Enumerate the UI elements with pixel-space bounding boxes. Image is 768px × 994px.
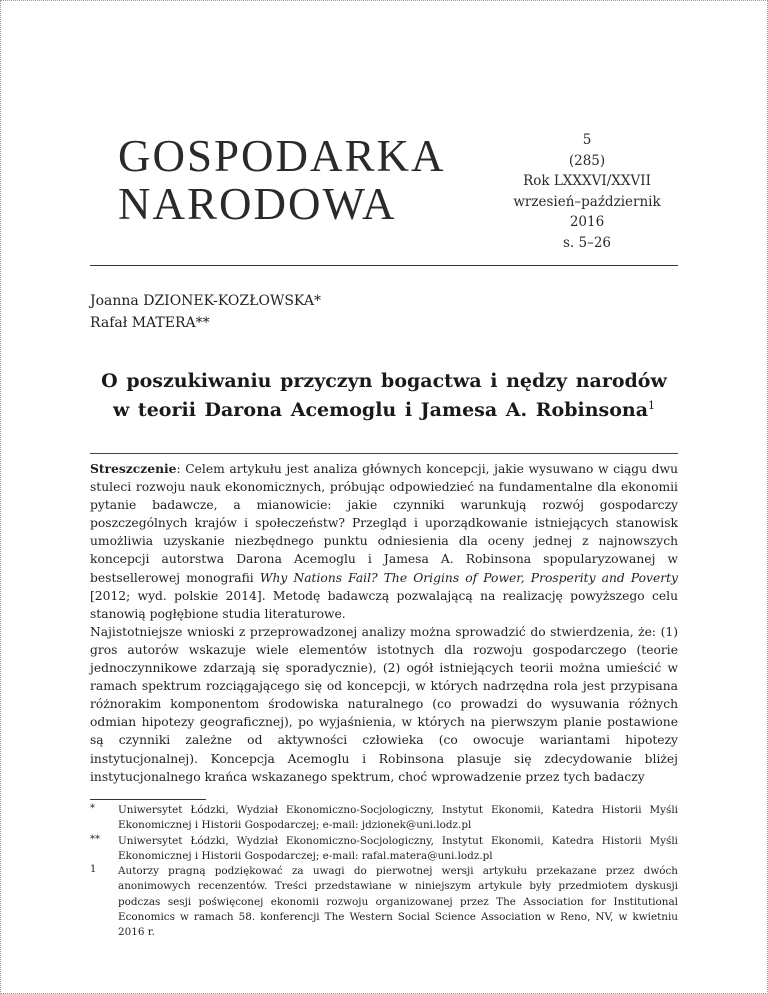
footnote-mark: ** (90, 833, 100, 845)
article-title-line-2-text: w teorii Darona Acemoglu i Jamesa A. Robinsona (112, 398, 649, 421)
author-mark: ** (195, 315, 210, 331)
abstract-divider (90, 453, 678, 454)
author-mark: * (313, 293, 321, 309)
article-title-line-2 (90, 394, 678, 423)
footnote-mark: * (90, 803, 95, 814)
author-item (90, 312, 678, 334)
footnote-divider (90, 799, 206, 800)
abstract-paragraph-1: Streszczenie: Celem artykułu jest analiza głównych koncepcji, jakie wysuwano w ciągu dwu stuleci rozwoju nauk ekonomicznych, próbując odpowiedzieć na fundamentalne dla ekonomii pytanie badawcze, a mianowicie: jakie czynniki warunkują rozwój gospodarczy poszczególnych krajów i społeczeństw? Przegląd i uporządkowanie istniejących stanowisk umożliwia uzyskanie niezbędnego punktu odniesienia dla oceny jednej z najnowszych koncepcji autorstwa Darona Acemoglu i Jamesa A. Robinsona spopularyzowanej w bestsellerowej monografii Why Nations Fail? The Origins of Power, Prosperity and Poverty [2012; wyd. polskie 2014]. Metodę badawczą pozwalającą na realizację powyższego celu stanowią pogłębione studia literaturowe. (90, 461, 678, 621)
footnote-item (90, 834, 678, 865)
article-title (90, 369, 678, 422)
footnote-text: Autorzy pragną podziękować za uwagi do pierwotnej wersji artykułu przekazane przez dwóch anonimowych recenzentów. Treści przedstawiane w niniejszym artykule były przedmiotem dyskusji podczas sesji poświęconej ekonomii rozwoju organizowanej przez The Association for Institutional Economics w ramach 58. konferencji The Western Social Science Association w Reno, NV, w kwietniu 2016 r. (118, 865, 678, 939)
footnote-item (90, 864, 678, 940)
abstract-paragraph-2: Najistotniejsze wnioski z przeprowadzonej analizy można sprowadzić do stwierdzenia, że: (1) gros autorów wskazuje wiele elementów istotnych dla rozwoju gospodarczego (teorie jednoczynnikowe zdarzają się sporadycznie), (2) ogół istniejących teorii można umieścić w ramach spektrum rozciągającego się od koncepcji, w których nadrzędna rola jest przypisana różnorakim komponentom środowiska naturalnego (co prowadzi do wysuwania różnych odmian hipotezy geograficznej), po wyjaśnienia, w których na pierwszym planie postawione są czynniki zależne od aktywności człowieka (co owocuje wariantami hipotezy instytucjonalnej). Koncepcja Acemoglu i Robinsona plasuje się zdecydowanie bliżej instytucjonalnego krańca wskazanego spektrum, choć wprowadzenie przez tych badaczy (90, 624, 678, 784)
footnote-text: Uniwersytet Łódzki, Wydział Ekonomiczno-Socjologiczny, Instytut Ekonomii, Katedra Historii Myśli Ekonomicznej i Historii Gospodarczej; e-mail: rafal.matera@uni.lodz.pl (118, 834, 678, 862)
abstract-text-1a: Celem artykułu jest analiza głównych koncepcji, jakie wysuwano w ciągu dwu stuleci rozwoju nauk ekonomicznych, próbując odpowiedzieć na fundamentalne dla ekonomii pytanie badawcze, a mianowicie: jakie czynniki warunkują rozwój gospodarczy poszczególnych krajów i społeczeństw? Przegląd i uporządkowanie istniejących stanowisk umożliwia uzyskanie niezbędnego punktu odniesienia dla oceny jednej z najnowszych koncepcji autorstwa Darona Acemoglu i Jamesa A. Robinsona spopularyzowanej w bestsellerowej monografii (90, 462, 678, 585)
article-title-line-1: O poszukiwaniu przyczyn bogactwa i nędzy narodów (101, 370, 667, 392)
page-range: s. 5–26 (562, 234, 612, 251)
footnote-mark: 1 (90, 864, 97, 876)
book-title: Why Nations Fail? The Origins of Power, Prosperity and Poverty (259, 570, 678, 585)
abstract-label: Streszczenie (90, 461, 177, 476)
journal-title (118, 132, 498, 228)
author-name: Rafał MATERA (90, 315, 196, 331)
issue-info (507, 130, 667, 254)
footnote-text: Uniwersytet Łódzki, Wydział Ekonomiczno-Socjologiczny, Instytut Ekonomii, Katedra Historii Myśli Ekonomicznej i Historii Gospodarczej; e-mail: jdzionek@uni.lodz.pl (118, 804, 678, 832)
author-name: Joanna DZIONEK-KOZŁOWSKA (90, 293, 314, 309)
title-footnote-mark: 1 (648, 398, 656, 412)
footnote-item (90, 803, 678, 834)
abstract (90, 460, 678, 786)
months: wrzesień–październik (513, 193, 661, 210)
author-list (90, 290, 678, 334)
header-divider (90, 265, 678, 266)
issue-total: (285) (568, 152, 606, 169)
journal-title-line-2: NARODOWA (118, 179, 397, 229)
volume: Rok LXXXVI/XXVII (523, 173, 651, 190)
journal-title-line-1: GOSPODARKA (118, 131, 446, 181)
issue-number: 5 (582, 132, 592, 148)
abstract-text-1b: [2012; wyd. polskie 2014]. Metodę badawczą pozwalającą na realizację powyższego celu stanowią pogłębione studia literaturowe. (90, 588, 678, 621)
year: 2016 (569, 214, 605, 231)
footnotes (90, 803, 678, 941)
author-item (90, 290, 678, 312)
